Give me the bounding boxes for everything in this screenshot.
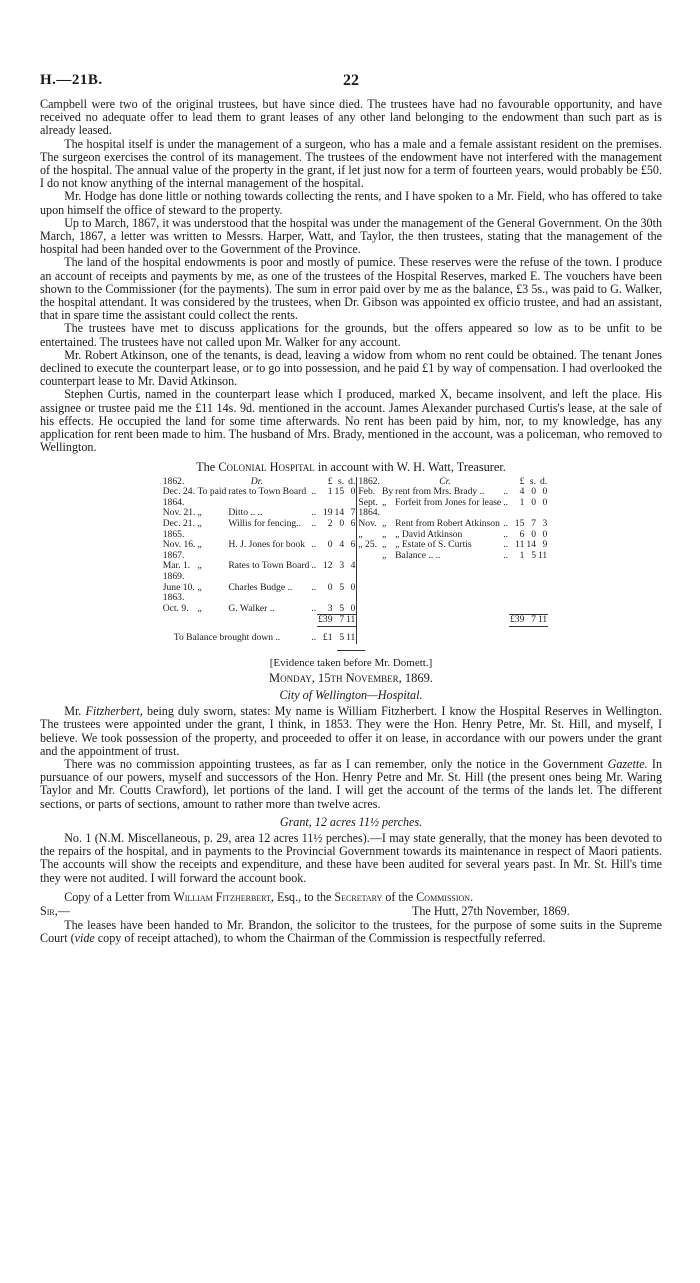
cr-pounds: 1 xyxy=(519,496,525,508)
paragraph: The hospital itself is under the management of a surgeon, who has a male and a female assistant resident on the premises. The surgeon exercises the control of its management. The trustees of the endowment have not interfered with the management of the hospital. The annual value of the property in the grant, if let just now for a term of fourteen years, would probably be £50. I do not know anything of the internal management of the hospital. xyxy=(40,136,662,191)
empty-cell xyxy=(537,583,548,594)
cr-dots: .. xyxy=(503,539,508,551)
empty-cell xyxy=(162,615,197,627)
dr-pence: 4 xyxy=(345,561,357,572)
dr-pence: 6 xyxy=(345,519,357,530)
dr-date: 1863. xyxy=(162,592,185,604)
dr-pence: 7 xyxy=(345,508,357,519)
dr-shillings: 15 xyxy=(334,486,345,498)
cr-desc: „ Estate of S. Curtis xyxy=(395,539,472,551)
dr-to: „ xyxy=(197,602,202,614)
dr-pounds: 0 xyxy=(327,581,333,593)
empty-cell xyxy=(525,572,537,583)
dr-heading: Dr. xyxy=(250,475,263,487)
empty-cell xyxy=(537,604,548,615)
lsd-pound: £ xyxy=(519,475,525,487)
paragraph: Campbell were two of the original trustees, but have since died. The trustees have had no favourable opportunity, and have received no adequate offer to lead them to grant leases of any other land belonging to the endowment than such part as is already leased. xyxy=(40,97,662,138)
empty-cell xyxy=(502,583,509,594)
dr-shillings: 0 xyxy=(339,518,345,530)
empty-cell xyxy=(394,615,502,627)
dr-date: 1865. xyxy=(162,528,185,540)
cr-dots: .. xyxy=(503,486,508,498)
account-row xyxy=(162,540,548,551)
cr-pence: 0 xyxy=(542,496,548,508)
cr-desc: Balance .. .. xyxy=(395,549,441,561)
page-header xyxy=(40,72,662,92)
empty-cell xyxy=(509,561,525,572)
balance-pence: 11 xyxy=(346,632,356,643)
cr-dots: .. xyxy=(503,496,508,508)
empty-cell xyxy=(357,604,381,615)
dr-shillings: 5 xyxy=(339,602,345,614)
paragraph: The land of the hospital endowments is poor and mostly of pumice. These reserves were the refuse of the town. I produce an account of receipts and payments by me, as one of the trustees of the Hospital Reserves, marked E. The vouchers have been shown to the Commissioner (for the payments). The sum in error paid over by me as the balance, £3 5s., was paid to G. Walker, the hospital attendant. It was considered by the trustees, when Dr. Gibson was appointed ex officio trustee, and had an assistant, that in spare time the assistant could collect the rents. xyxy=(40,255,662,323)
evidence-place: City of Wellington—Hospital. xyxy=(279,688,423,702)
dr-total-shillings: 7 xyxy=(334,615,346,627)
dr-shillings: 3 xyxy=(339,560,345,572)
dr-pence: 0 xyxy=(345,487,357,498)
cr-pounds: 11 xyxy=(515,539,525,551)
dr-pounds: 3 xyxy=(327,602,333,614)
paragraph: Mr. Robert Atkinson, one of the tenants, is dead, leaving a widow from whom no rent could be obtained. The tenant Jones declined to execute the counterpart lease, or to go into possession, and he paid £1 by way of compensation. I had overlooked the counterpart lease to Mr. David Atkinson. xyxy=(40,347,662,389)
dr-dots: .. xyxy=(311,581,317,593)
cr-dots: .. xyxy=(503,549,508,561)
cr-total-pounds: £39 xyxy=(510,614,525,626)
account-row xyxy=(162,519,548,530)
empty-cell xyxy=(509,583,525,594)
dr-date: Oct. 9. xyxy=(162,602,189,614)
dr-total-pence: 11 xyxy=(346,614,356,626)
dr-desc: Ditto .. .. xyxy=(228,507,263,519)
dr-date: Nov. 21. xyxy=(162,507,196,519)
empty-cell xyxy=(394,604,502,615)
account-row xyxy=(162,604,548,615)
cr-by: „ xyxy=(381,528,387,540)
dr-pounds: 2 xyxy=(327,518,333,530)
empty-cell xyxy=(525,593,537,604)
account-balance-row xyxy=(162,633,548,644)
account-title: The Colonial Hospital in account with W. H. Watt, Treasurer. xyxy=(196,460,506,475)
cr-pounds: 1 xyxy=(519,549,525,561)
dr-desc: Rates to Town Board xyxy=(228,560,310,572)
lsd-pence: d. xyxy=(540,475,548,487)
empty-cell xyxy=(502,615,509,627)
cr-shillings: 0 xyxy=(531,486,536,498)
dr-desc: rates to Town Board xyxy=(228,486,307,498)
dr-dots: .. xyxy=(311,560,317,572)
cr-dots: .. xyxy=(503,528,508,540)
empty-cell xyxy=(502,593,509,604)
paragraph: The leases have been handed to Mr. Brandon, the solicitor to the trustees, for the purpose of some suits in the Supreme Court (vide copy of receipt attached), to whom the Chairman of the Commission is respectfully referred. xyxy=(40,918,662,946)
dr-pence: 6 xyxy=(345,540,357,551)
cr-desc: „ David Atkinson xyxy=(395,528,463,540)
empty-cell xyxy=(502,561,509,572)
cr-pence: 0 xyxy=(542,486,548,498)
cr-pence: 0 xyxy=(542,528,548,540)
cr-by: „ xyxy=(381,549,387,561)
cr-date: 1862. xyxy=(358,475,380,487)
cr-by: „ xyxy=(381,518,387,530)
cr-by: „ xyxy=(381,496,387,508)
cr-date: 1864. xyxy=(358,507,380,519)
evidence-note: [Evidence taken before Mr. Domett.] xyxy=(269,656,433,669)
dr-dots: .. xyxy=(311,539,317,551)
dr-to: „ xyxy=(197,518,202,530)
empty-cell xyxy=(357,572,381,583)
cr-date: „ xyxy=(358,528,363,540)
empty-cell xyxy=(502,604,509,615)
lsd-pound: £ xyxy=(327,475,333,487)
cr-pence: 11 xyxy=(537,549,548,561)
empty-cell xyxy=(537,593,548,604)
empty-cell xyxy=(509,604,525,615)
dr-date: Dec. 24. xyxy=(162,486,195,498)
empty-cell xyxy=(394,572,502,583)
cr-pounds: 4 xyxy=(519,486,525,498)
dr-pounds: 19 xyxy=(322,507,333,519)
cr-shillings: 7 xyxy=(531,518,536,530)
dr-dots: .. xyxy=(311,486,317,498)
empty-cell xyxy=(525,583,537,594)
grant-heading: Grant, 12 acres 11½ perches. xyxy=(279,814,423,829)
cr-by: „ xyxy=(381,539,387,551)
paragraph: Up to March, 1867, it was understood that the hospital was under the management of the General Government. On the 30th March, 1867, a letter was written to Messrs. Harper, Watt, and Taylor, the then trustees, stating that the management of the hospital had been handed over to the Government of the Province. xyxy=(40,215,662,257)
dr-date: Nov. 16. xyxy=(162,539,196,551)
dr-desc: H. J. Jones for book xyxy=(228,539,306,551)
dr-date: 1867. xyxy=(162,549,185,561)
cr-date: Feb. xyxy=(358,486,376,498)
empty-cell xyxy=(196,615,227,627)
paragraph: There was no commission appointing trustees, as far as I can remember, only the notice in the Government Gazette. In pursuance of our powers, myself and successors of the Hon. Henry Petre and Mr. St. Hill (the present ones being Mr. Waring Taylor and Mr. Coutts Crawford), let portions of the land. I will get the account of the terms of the lands let. The different sections, or parts of sections, amount to rather more than twelve acres. xyxy=(40,757,662,811)
dr-shillings: 5 xyxy=(339,581,345,593)
dr-pounds: 0 xyxy=(327,539,333,551)
dr-pence: 0 xyxy=(345,604,357,615)
balance-shillings: 5 xyxy=(339,632,345,643)
lsd-shilling: s. xyxy=(529,475,536,487)
cr-heading: Cr. xyxy=(439,475,451,487)
dr-date: June 10. xyxy=(162,581,195,593)
salutation: Sir,— xyxy=(40,904,70,919)
account-total-row xyxy=(162,615,548,627)
evidence-date: Monday, 15th November, 1869. xyxy=(268,670,434,685)
cr-date: Sept. xyxy=(358,496,378,508)
dr-shillings: 14 xyxy=(334,507,345,519)
balance-label: To Balance brought down .. xyxy=(173,632,281,643)
page-number: 22 xyxy=(343,72,359,89)
document-reference: H.—21B. xyxy=(40,72,103,88)
cr-pence: 9 xyxy=(542,539,548,551)
empty-cell xyxy=(381,615,394,627)
cr-total-pence: 11 xyxy=(537,614,548,626)
empty-cell xyxy=(357,583,381,594)
empty-cell xyxy=(381,593,394,604)
account-table xyxy=(162,477,548,644)
page-body xyxy=(40,98,662,945)
empty-cell xyxy=(381,572,394,583)
account-table-wrapper xyxy=(48,477,662,644)
paragraph: No. 1 (N.M. Miscellaneous, p. 29, area 12 acres 11½ perches).—I may state generally, that the money has been devoted to the repairs of the hospital, and in payments to the Provincial Government towards its maintenance in respect of Maori patients. The accounts will show the receipts and expenditure, and these have been audited for several years past. In Mr. St. Hill's time they were not audited. I will forward the account book. xyxy=(40,831,662,885)
account-row xyxy=(162,561,548,572)
lsd-pence: d. xyxy=(345,477,357,488)
empty-cell xyxy=(381,604,394,615)
cr-desc: Forfeit from Jones for lease xyxy=(395,496,502,508)
divider xyxy=(337,650,365,651)
dr-desc: Willis for fencing.. xyxy=(228,518,301,530)
dr-to: „ xyxy=(197,507,202,519)
dr-to: „ xyxy=(197,560,202,572)
balance-dots: .. xyxy=(311,632,317,643)
dr-date: Mar. 1. xyxy=(162,560,191,572)
paragraph: Mr. Fitzherbert, being duly sworn, states: My name is William Fitzherbert. I know the Hospital Reserves in Wellington. The trustees were appointed under the grant, I think, in 1853. They were the Hon. Henry Petre, Mr. St. Hill, and myself, I believe. We took possession of the property, and proceeded to offer it on lease, in accordance with our powers under the grant and the appointment of trust. xyxy=(40,704,662,758)
cr-date: „ 25. xyxy=(358,539,378,551)
cr-pounds: 15 xyxy=(514,518,525,530)
dr-pence: 0 xyxy=(345,583,357,594)
dr-date: 1864. xyxy=(162,496,185,508)
cr-shillings: 0 xyxy=(531,528,536,540)
dr-to: „ xyxy=(197,539,202,551)
empty-cell xyxy=(357,561,381,572)
cr-shillings: 5 xyxy=(531,549,536,561)
cr-pounds: 6 xyxy=(519,528,525,540)
account-row xyxy=(162,583,548,594)
dr-shillings: 4 xyxy=(339,539,345,551)
dr-pounds: 12 xyxy=(322,560,333,572)
cr-date xyxy=(357,551,381,562)
cr-desc: rent from Mrs. Brady .. xyxy=(395,486,485,498)
lsd-shilling: s. xyxy=(337,475,345,487)
empty-cell xyxy=(525,604,537,615)
empty-cell xyxy=(357,593,381,604)
dr-date: 1862. xyxy=(162,475,185,487)
cr-date: Nov. xyxy=(358,518,377,530)
cr-pence: 3 xyxy=(542,518,548,530)
empty-cell xyxy=(537,572,548,583)
empty-cell xyxy=(357,633,548,644)
cr-shillings: 14 xyxy=(526,539,536,551)
empty-cell xyxy=(381,561,394,572)
letter-heading: Copy of a Letter from William Fitzherbert, Esq., to the Secretary of the Commission. xyxy=(64,889,474,904)
balance-pounds: £1 xyxy=(322,632,333,643)
empty-cell xyxy=(394,583,502,594)
cr-dots: .. xyxy=(503,518,508,530)
paragraph: Mr. Hodge has done little or nothing towards collecting the rents, and I have spoken to a Mr. Field, who has offered to take upon himself the office of steward to the property. xyxy=(40,189,662,217)
cr-desc: Rent from Robert Atkinson xyxy=(395,518,500,530)
dr-dots: .. xyxy=(311,518,317,530)
dr-total-pounds: £39 xyxy=(318,614,333,626)
dr-desc: Charles Budge .. xyxy=(228,581,293,593)
letter-salutation-line xyxy=(40,905,662,919)
paragraph: Stephen Curtis, named in the counterpart lease which I produced, marked X, became insolvent, and left the place. His assignee or trustee paid me the £11 14s. 9d. mentioned in the account. James Alexander purchased Curtis's lease, at the sale of his effects. He occupied the land for some time afterwards. No rent has been paid by him, nor, to my knowledge, has any application for rent been made to him. The husband of Mrs. Brady, mentioned in the account, was a policeman, who removed to Wellington. xyxy=(40,387,662,455)
empty-cell xyxy=(509,572,525,583)
empty-cell xyxy=(381,583,394,594)
letter-dateline: The Hutt, 27th November, 1869. xyxy=(412,904,570,919)
dr-pounds: 1 xyxy=(327,486,333,498)
cr-by: By xyxy=(381,486,394,498)
empty-cell xyxy=(310,615,317,627)
empty-cell xyxy=(502,572,509,583)
empty-cell xyxy=(509,593,525,604)
paragraph: The trustees have met to discuss applications for the grounds, but the offers appeared so low as to be unfit to be entertained. The trustees have not called upon Mr. Walker for any account. xyxy=(40,321,662,349)
cr-total-shillings: 7 xyxy=(525,615,537,627)
cr-shillings: 0 xyxy=(531,496,536,508)
empty-cell xyxy=(525,561,537,572)
dr-date: Dec. 21. xyxy=(162,518,195,530)
dr-dots: .. xyxy=(311,602,317,614)
empty-cell xyxy=(394,561,502,572)
empty-cell xyxy=(537,561,548,572)
dr-date: 1869. xyxy=(162,571,185,583)
empty-cell xyxy=(357,615,381,627)
dr-to: „ xyxy=(197,581,202,593)
empty-cell xyxy=(394,593,502,604)
dr-dots: .. xyxy=(311,507,317,519)
dr-to: To paid xyxy=(197,486,227,498)
dr-desc: G. Walker .. xyxy=(228,602,275,614)
empty-cell xyxy=(227,615,310,627)
